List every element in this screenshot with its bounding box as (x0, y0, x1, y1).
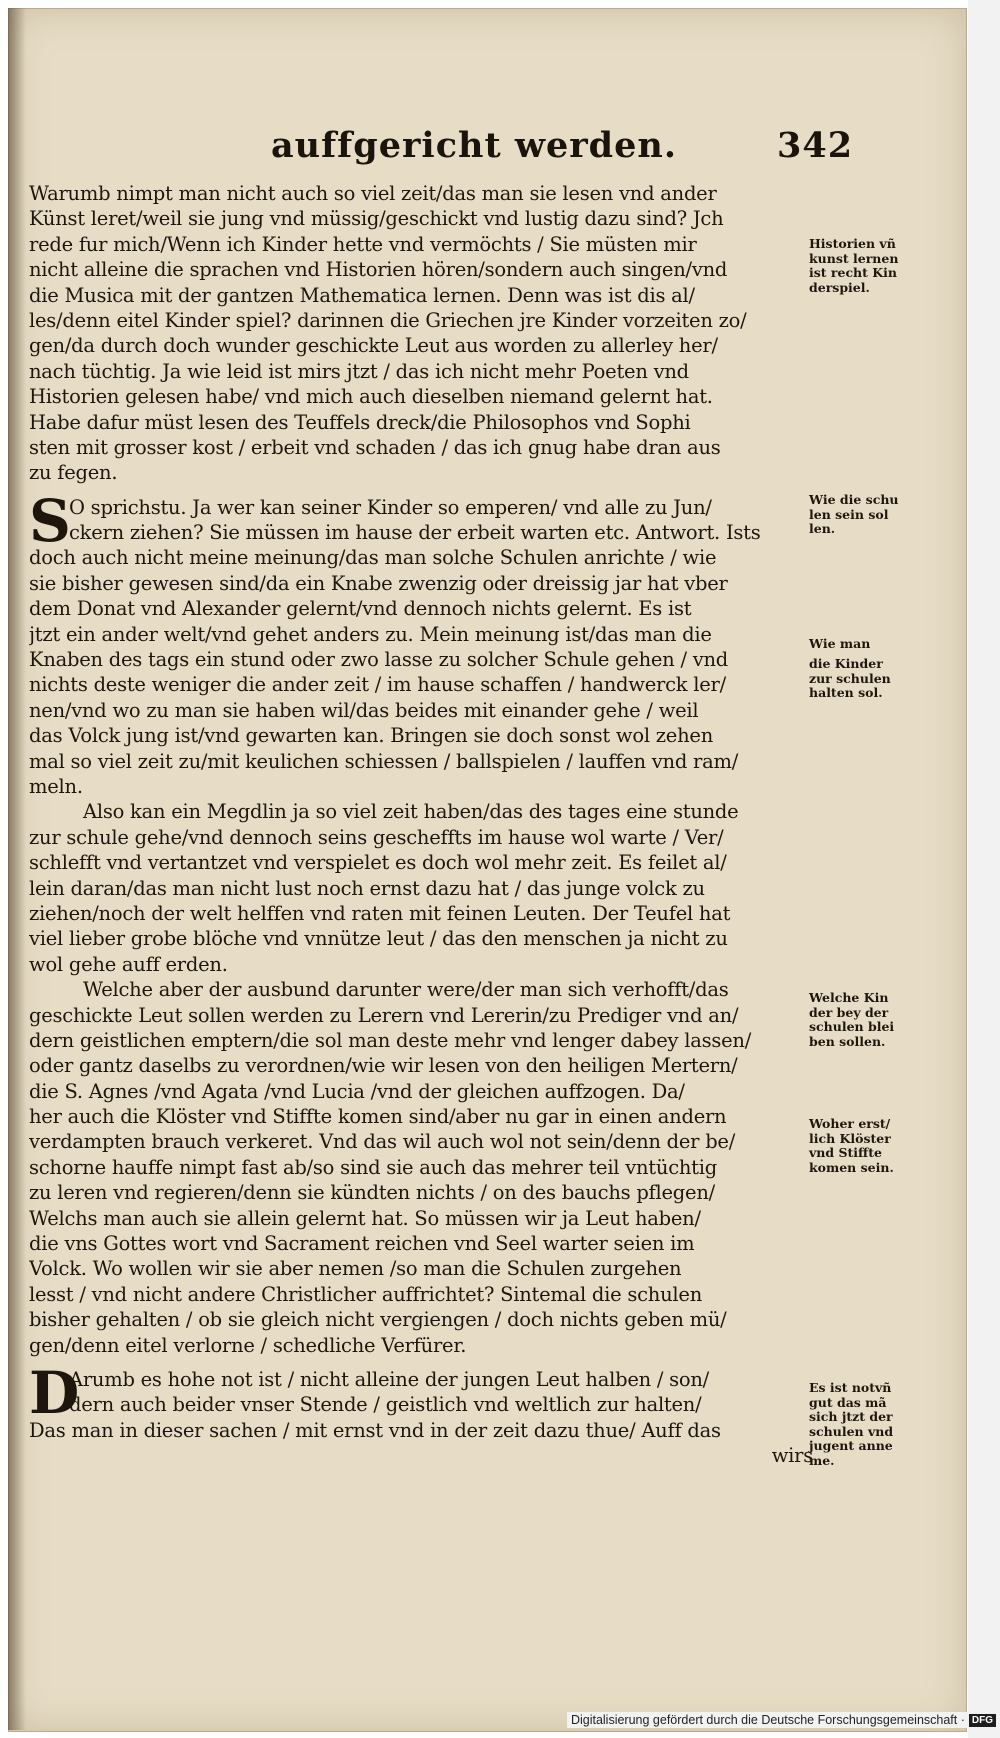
dfg-logo: DFG (969, 1714, 996, 1727)
text-line: die vns Gottes wort vnd Sacrament reichen vnd Seel warter seien im (29, 1232, 695, 1256)
text-line: O sprichstu. Ja wer kan seiner Kinder so emperen/ vnd alle zu Jun/ (69, 495, 712, 519)
paragraph (29, 486, 819, 800)
page-header (9, 125, 966, 185)
text-line: gen/denn eitel verlorne / schedliche Verfürer. (29, 1333, 467, 1357)
margin-note: Wie man (809, 636, 871, 651)
text-line: les/denn eitel Kinder spiel? darinnen die Griechen jre Kinder vorzeiten zo/ (29, 308, 747, 332)
text-line: bisher gehalten / ob sie gleich nicht vergiengen / doch nichts geben mü/ (29, 1308, 727, 1332)
paragraph-gap (29, 1358, 819, 1367)
running-head: auffgericht werden. (271, 125, 678, 166)
text-line: die Musica mit der gantzen Mathematica lernen. Denn was ist dis al/ (29, 283, 695, 307)
text-line: wirs (771, 1444, 813, 1468)
text-line: oder gantz daselbs zu verordnen/wie wir lesen von den heiligen Mertern/ (29, 1054, 738, 1078)
text-line: her auch die Klöster vnd Stiffte komen sind/aber nu gar in einen andern (29, 1105, 727, 1129)
text-line: Habe dafur müst lesen des Teuffels dreck/die Philosophos vnd Sophi (29, 410, 691, 434)
text-line: Warumb nimpt man nicht auch so viel zeit/das man sie lesen vnd ander (29, 182, 717, 205)
drop-cap: D (29, 1358, 80, 1427)
body-text (29, 181, 819, 1469)
margin-note: Woher erst/ lich Klöster vnd Stiffte komen sein. (809, 1116, 894, 1175)
text-line: sten mit grosser kost / erbeit vnd schaden / das ich gnug habe dran aus (29, 435, 721, 459)
text-line: das Volck jung ist/vnd gewarten kan. Bringen sie doch sonst wol zehen (29, 724, 714, 748)
text-line: dern geistlichen emptern/die sol man deste mehr vnd lenger dabey lassen/ (29, 1028, 752, 1052)
text-line: Arumb es hohe not ist / nicht alleine der jungen Leut halben / son/ (69, 1367, 710, 1391)
text-line: schorne hauffe nimpt fast ab/so sind sie auch das mehrer teil vntüchtig (29, 1155, 717, 1179)
text-line: zu leren vnd regieren/denn sie kündten nichts / on des bauchs pflegen/ (29, 1181, 715, 1205)
drop-cap: S (29, 486, 71, 555)
text-line: lein daran/das man nicht lust noch ernst dazu hat / das junge volck zu (29, 876, 705, 900)
margin-note: Es ist notvñ gut das mã sich jtzt der schulen vnd jugent anne me. (809, 1380, 894, 1468)
text-line: dern auch beider vnser Stende / geistlich vnd weltlich zur halten/ (69, 1393, 702, 1417)
text-line: viel lieber grobe blöche vnd vnnütze leut / das den menschen ja nicht zu (29, 927, 728, 951)
text-line: meln. (29, 774, 83, 798)
text-line: lesst / vnd nicht andere Christlicher auffrichtet? Sintemal die schulen (29, 1282, 703, 1306)
text-line: zur schule gehe/vnd dennoch seins gescheffts im hause wol warte / Ver/ (29, 825, 724, 849)
text-line: schlefft vnd vertantzet vnd verspielet es doch wol mehr zeit. Es feilet al/ (29, 851, 727, 875)
text-line: sie bisher gewesen sind/da ein Knabe zwenzig oder dreissig jar hat vber (29, 571, 728, 595)
text-line: Das man in dieser sachen / mit ernst vnd in der zeit dazu thue/ Auff das (29, 1418, 721, 1442)
text-line: jtzt ein ander welt/vnd gehet anders zu. Mein meinung ist/das man die (29, 622, 712, 646)
text-line: dem Donat vnd Alexander gelernt/vnd dennoch nichts gelernt. Es ist (29, 597, 692, 621)
text-line: rede fur mich/Wenn ich Kinder hette vnd vermöchts / Sie müsten mir (29, 232, 697, 256)
text-line: ziehen/noch der welt helffen vnd raten mit feinen Leuten. Der Teufel hat (29, 901, 731, 925)
text-line: nach tüchtig. Ja wie leid ist mirs jtzt / das ich nicht mehr Poeten vnd (29, 359, 689, 383)
text-line: wol gehe auff erden. (29, 952, 228, 976)
margin-note: Wie die schu len sein sol len. (809, 492, 899, 536)
scan-edge (968, 0, 1000, 1738)
binding-shadow (8, 8, 26, 1730)
text-line: nen/vnd wo zu man sie haben wil/das beides mit einander gehe / weil (29, 698, 699, 722)
text-line: Knaben des tags ein stund oder zwo lasse zu solcher Schule gehen / vnd (29, 648, 729, 672)
text-line: Welchs man auch sie allein gelernt hat. So müssen wir ja Leut haben/ (29, 1206, 701, 1230)
text-line: gen/da durch doch wunder geschickte Leut aus worden zu allerley her/ (29, 334, 718, 358)
text-line: geschickte Leut sollen werden zu Lerern vnd Lererin/zu Prediger vnd an/ (29, 1003, 739, 1027)
text-line: Künst leret/weil sie jung vnd müssig/geschickt vnd lustig dazu sind? Jch (29, 207, 724, 231)
text-line: Welche aber der ausbund darunter were/der man sich verhofft/das (83, 978, 729, 1002)
paragraph (29, 181, 819, 486)
text-line: Volck. Wo wollen wir sie aber nemen /so man die Schulen zurgehen (29, 1257, 682, 1281)
paragraph (29, 977, 819, 1358)
text-line: Also kan ein Megdlin ja so viel zeit haben/das des tages eine stunde (83, 800, 739, 824)
text-line: mal so viel zeit zu/mit keulichen schiessen / ballspielen / lauffen vnd ram/ (29, 749, 739, 773)
paragraph (29, 799, 819, 977)
text-line: ckern ziehen? Sie müssen im hause der erbeit warten etc. Antwort. Ists (69, 521, 761, 545)
book-page (8, 8, 967, 1732)
text-line: verdampten brauch verkeret. Vnd das wil auch wol not sein/denn der be/ (29, 1130, 736, 1154)
credit-text: Digitalisierung gefördert durch die Deutsche Forschungsgemeinschaft · (570, 1713, 965, 1727)
margin-note: Welche Kin der bey der schulen blei ben sollen. (809, 990, 895, 1049)
text-line: nichts deste weniger die ander zeit / im hause schaffen / handwerck ler/ (29, 673, 726, 697)
text-line: zu fegen. (29, 461, 118, 485)
digitization-credit (567, 1712, 1000, 1728)
paragraph (29, 1358, 819, 1469)
text-line: die S. Agnes /vnd Agata /vnd Lucia /vnd der gleichen auffzogen. Da/ (29, 1079, 685, 1103)
paragraph-gap (29, 486, 819, 495)
text-line: doch auch nicht meine meinung/das man solche Schulen anrichte / wie (29, 546, 717, 570)
text-line: Historien gelesen habe/ vnd mich auch dieselben niemand gelernt hat. (29, 385, 713, 409)
text-line: nicht alleine die sprachen vnd Historien hören/sondern auch singen/vnd (29, 258, 728, 282)
page-number: 342 (777, 125, 854, 166)
margin-note: Historien vñ kunst lernen ist recht Kin derspiel. (809, 236, 899, 295)
margin-note: die Kinder zur schulen halten sol. (809, 656, 891, 700)
